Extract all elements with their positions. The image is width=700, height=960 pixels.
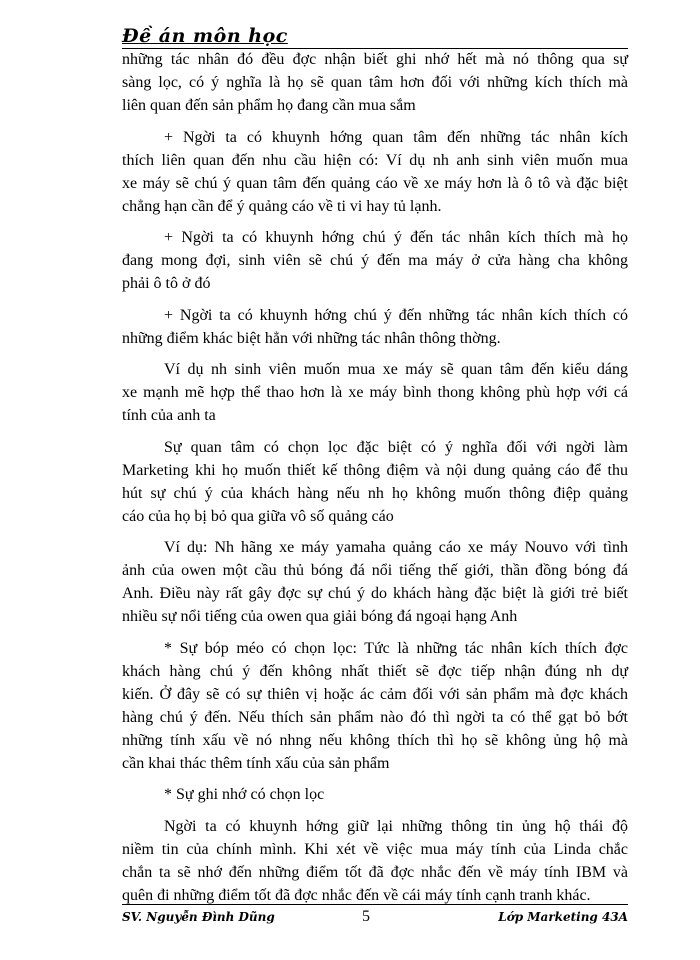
paragraph	[122, 358, 628, 427]
text-line: + Ngời ta có khuynh hớng chú ý đến tác nhân kích thích mà họ	[164, 229, 628, 246]
text-line: + Ngời ta có khuynh hớng chú ý đến những tác nhân kích thích có	[164, 306, 628, 324]
text-line: hàng chú ý đến. Nếu thích sản phẩm nào đó thì ngời ta có thể gạt bỏ bớt	[122, 708, 628, 726]
text-line: liên quan đến sản phẩm họ đang cần mua sắm	[122, 97, 416, 114]
text-line: Ngời ta có khuynh hớng giữ lại những thông tin ủng hộ thái độ	[164, 817, 628, 835]
page-footer	[122, 904, 628, 927]
text-line: Ví dụ: Nh hãng xe máy yamaha quảng cáo xe máy Nouvo với tình	[164, 539, 628, 556]
page-header	[122, 24, 628, 49]
text-line: niềm tin của chính mình. Khi xét về việc mua máy tính của Linda chắc	[122, 840, 628, 858]
text-line: hút sự chú ý của khách hàng nếu nh họ không muốn thông điệp quảng	[122, 484, 628, 502]
text-line: tính của anh ta	[122, 407, 216, 424]
paragraph	[122, 536, 628, 628]
paragraph	[122, 637, 628, 775]
footer-author: SV. Nguyễn Đình Dũng	[122, 910, 275, 924]
text-line: chẳng hạn cần để ý quảng cáo về ti vi hay tủ lạnh.	[122, 197, 442, 215]
text-line: những điểm khác biệt hẳn với những tác nhân thông thờng.	[122, 329, 501, 347]
text-line: quên đi những điểm tốt đã đợc nhắc đến về cái máy tính cạnh tranh khác.	[122, 886, 591, 904]
text-line: kiến. Ở đây sẽ có sự thiên vị hoặc ác cảm đối với sản phẩm mà đợc khách	[122, 685, 628, 703]
paragraph	[122, 783, 628, 806]
document-body	[122, 48, 628, 915]
text-line: Marketing khi họ muốn thiết kế thông điệm và nội dung quảng cáo để thu	[122, 461, 628, 479]
text-line: chắn ta sẽ nhớ đến những điểm tốt đã đợc nhắc đến về máy tính IBM và	[122, 863, 628, 881]
footer-class: Lớp Marketing 43A	[498, 910, 628, 924]
text-line: + Ngời ta có khuynh hớng quan tâm đến những tác nhân kích	[164, 128, 628, 146]
text-line: những tác nhân đó đều đợc nhận biết ghi nhớ hết mà nó thông qua sự	[122, 51, 628, 68]
text-line: đang mong đợi, sinh viên sẽ chú ý đến ma máy ở cửa hàng cha không	[122, 252, 628, 269]
text-line: ảnh của owen một cầu thủ bóng đá nổi tiếng thế giới, thần đồng bóng đá	[122, 562, 628, 579]
text-line: thích liên quan đến nhu cầu hiện có: Ví dụ nh anh sinh viên muốn mua	[122, 151, 628, 169]
header-title: Đề án môn học	[122, 25, 288, 47]
paragraph	[122, 815, 628, 907]
text-line: những tính xấu về nó nhng nếu không thích thì họ sẽ không ủng hộ mà	[122, 731, 628, 749]
text-line: cáo của họ bị bỏ qua giữa vô số quảng cáo	[122, 507, 394, 525]
text-line: sàng lọc, có ý nghĩa là họ sẽ quan tâm hơn đối với những kích thích mà	[122, 74, 628, 91]
text-line: * Sự bóp méo có chọn lọc: Tức là những tác nhân kích thích đợc	[164, 639, 628, 657]
paragraph	[122, 48, 628, 117]
text-line: Sự quan tâm có chọn lọc đặc biệt có ý nghĩa đối với ngời làm	[164, 438, 628, 456]
text-line: Ví dụ nh sinh viên muốn mua xe máy sẽ quan tâm đến kiểu dáng	[164, 361, 628, 378]
text-line: phải ô tô ở đó	[122, 275, 211, 292]
text-line: nhiều sự nổi tiếng của owen qua giải bóng đá ngoại hạng Anh	[122, 608, 518, 625]
text-line: cần khai thác thêm tính xấu của sản phẩm	[122, 754, 390, 772]
text-line: xe mạnh mẽ hợp thể thao hơn là xe máy bình thong không phù hợp với cá	[122, 384, 628, 401]
paragraph	[122, 304, 628, 350]
paragraph	[122, 436, 628, 528]
text-line: khách hàng chú ý đến không nhất thiết sẽ đợc tiếp nhận đúng nh dự	[122, 662, 628, 680]
text-line: Anh. Điều này rất gây đợc sự chú ý do khách hàng đặc biệt là giới trẻ biết	[122, 585, 628, 602]
paragraph	[122, 226, 628, 295]
text-line: * Sự ghi nhớ có chọn lọc	[164, 786, 325, 803]
paragraph	[122, 126, 628, 218]
text-line: xe máy sẽ chú ý quan tâm đến quảng cáo về xe máy hơn là ô tô và đặc biệt	[122, 174, 628, 192]
page-number: 5	[362, 908, 370, 925]
